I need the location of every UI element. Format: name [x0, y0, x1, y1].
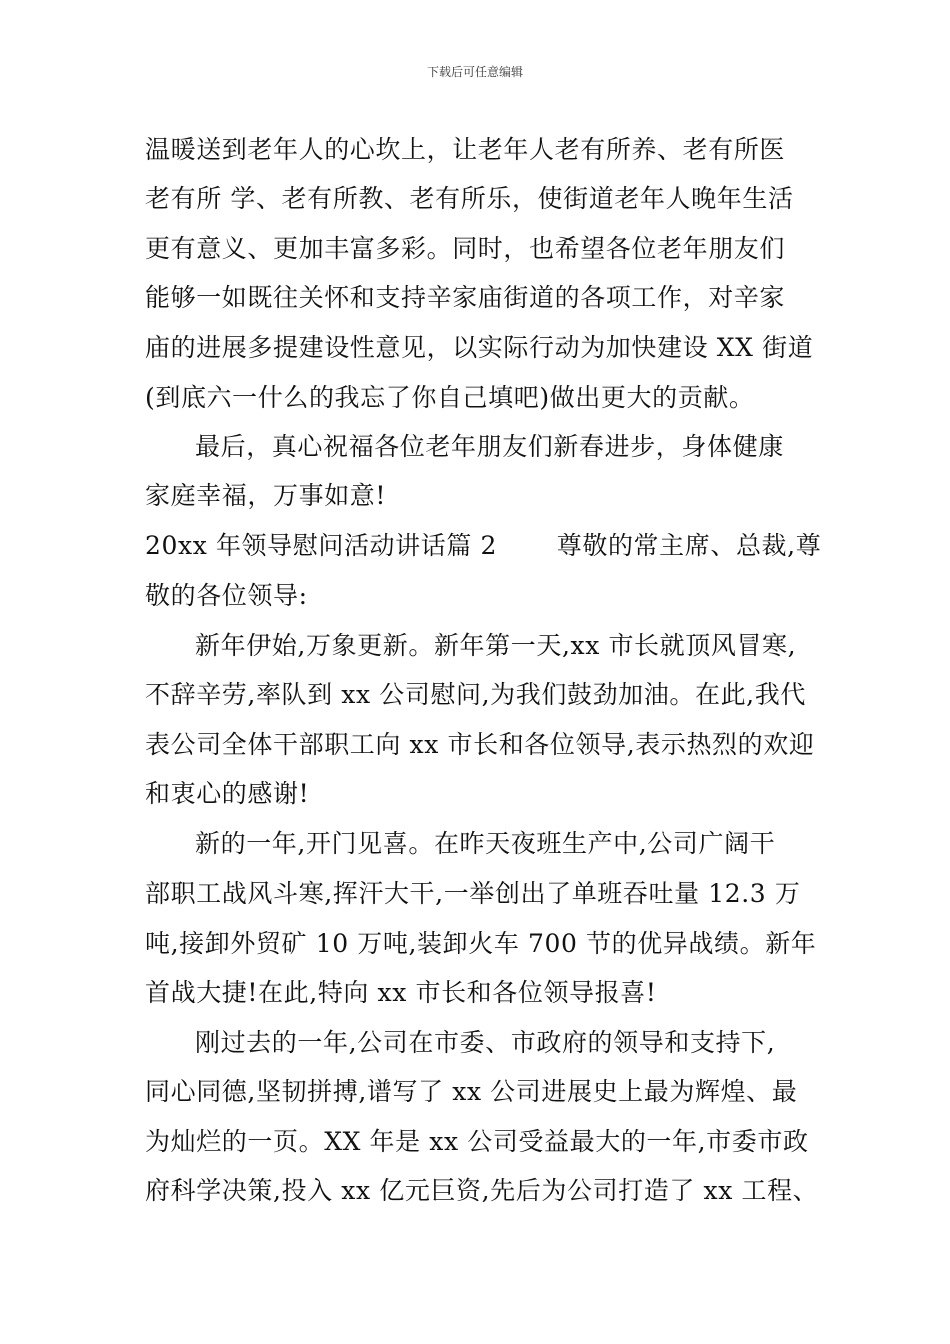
text-line: 更有意义、更加丰富多彩。同时，也希望各位老年朋友们 — [145, 234, 786, 263]
text-line: 能够一如既往关怀和支持辛家庙街道的各项工作，对辛家 — [145, 283, 786, 312]
text-line: 吨,接卸外贸矿 10 万吨,装卸火车 700 节的优异战绩。新年 — [145, 929, 817, 958]
text-line: 温暖送到老年人的心坎上，让老年人老有所养、老有所医 — [145, 135, 786, 164]
text-line: 部职工战风斗寒,挥汗大干,一举创出了单班吞吐量 12.3 万 — [145, 879, 801, 908]
text-line: 不辞辛劳,率队到 xx 公司慰问,为我们鼓劲加油。在此,我代 — [145, 680, 806, 709]
text-line: 家庭幸福，万事如意! — [145, 481, 387, 510]
text-line: 首战大捷!在此,特向 xx 市长和各位领导报喜! — [145, 978, 657, 1007]
text-line: 府科学决策,投入 xx 亿元巨资,先后为公司打造了 xx 工程、 — [145, 1176, 819, 1205]
section-heading-line: 20xx 年领导慰问活动讲话篇 2 尊敬的常主席、总裁,尊 — [145, 531, 822, 560]
text-line: 为灿烂的一页。XX 年是 xx 公司受益最大的一年,市委市政 — [145, 1127, 809, 1156]
text-line: 同心同德,坚韧拼搏,谱写了 xx 公司进展史上最为辉煌、最 — [145, 1077, 798, 1106]
paragraph-first-line: 新的一年,开门见喜。在昨天夜班生产中,公司广阔干 — [195, 829, 776, 858]
text-line: 庙的进展多提建设性意见，以实际行动为加快建设 XX 街道 — [145, 333, 814, 362]
paragraph-first-line: 新年伊始,万象更新。新年第一天,xx 市长就顶风冒寒, — [195, 631, 797, 660]
paragraph-first-line: 最后，真心祝福各位老年朋友们新春进步，身体健康 — [195, 432, 784, 461]
text-line: (到底六一什么的我忘了你自己填吧)做出更大的贡献。 — [145, 383, 755, 412]
text-line: 敬的各位领导: — [145, 581, 308, 610]
paragraph-first-line: 刚过去的一年,公司在市委、市政府的领导和支持下, — [195, 1028, 776, 1057]
page-header-note: 下载后可任意编辑 — [426, 65, 523, 79]
text-line: 表公司全体干部职工向 xx 市长和各位领导,表示热烈的欢迎 — [145, 730, 815, 759]
text-line: 老有所 学、老有所教、老有所乐，使街道老年人晚年生活 — [145, 184, 794, 213]
text-line: 和衷心的感谢! — [145, 779, 310, 808]
